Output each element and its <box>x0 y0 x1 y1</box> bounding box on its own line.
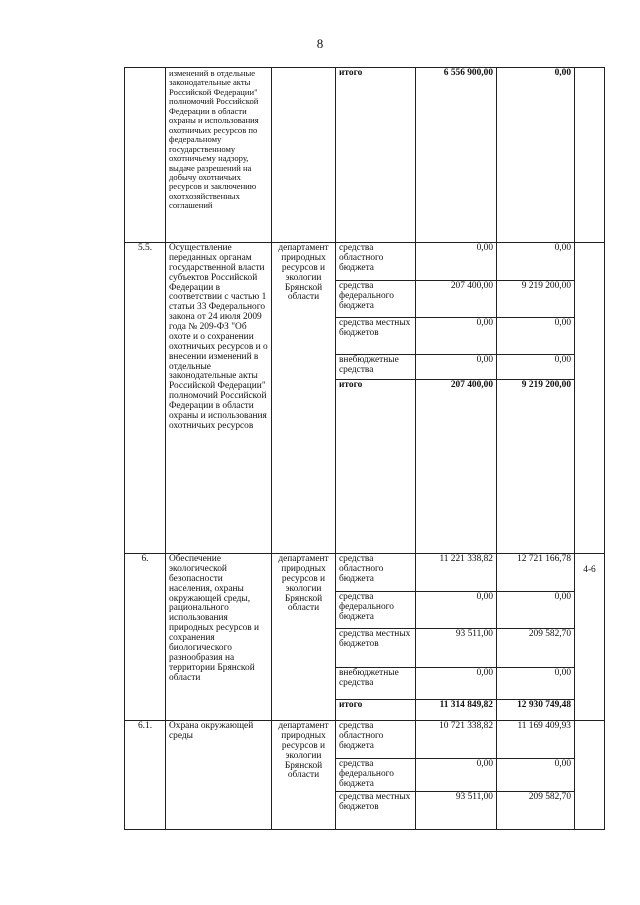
amount-col2: 0,00 <box>497 318 575 355</box>
amount-col2: 0,00 <box>497 68 575 243</box>
amount-col1: 0,00 <box>416 355 497 380</box>
funding-source: внебюджетные средства <box>336 668 416 700</box>
funding-source: средства федерального бюджета <box>336 281 416 318</box>
amount-col1: 10 721 338,82 <box>416 721 497 759</box>
amount-col2: 209 582,70 <box>497 792 575 830</box>
amount-col1: 11 221 338,82 <box>416 554 497 592</box>
amount-col1: 11 314 849,82 <box>416 700 497 721</box>
item-number: 6.1. <box>125 721 166 830</box>
measure-name: Охрана окружающей среды <box>166 721 272 830</box>
funding-source: средства областного бюджета <box>336 721 416 759</box>
measure-name: Обеспечение экологической безопасности населения, охраны окружающей среды, рационального использования природных ресурсов и сохранения биологического разнообразия на территории Брянской области <box>166 554 272 721</box>
amount-col1: 207 400,00 <box>416 380 497 554</box>
indicator-cell <box>575 243 605 554</box>
funding-source: средства федерального бюджета <box>336 592 416 629</box>
funding-source: средства местных бюджетов <box>336 629 416 668</box>
amount-col1: 6 556 900,00 <box>416 68 497 243</box>
measure-name: Осуществление переданных органам государственной власти субъектов Российской Федерации в соответствии с частью 1 статьи 33 Федерального закона от 24 июля 2009 года № 209-ФЗ "Об охоте и о сохранении охотничьих ресурсов и о внесении изменений в отдельные законодательные акты Российской Федерации" полномочий Российской Федерации в области охраны и использования охотничьих ресурсов <box>166 243 272 554</box>
funding-source: средства местных бюджетов <box>336 318 416 355</box>
indicator-cell <box>575 68 605 243</box>
amount-col1: 93 511,00 <box>416 629 497 668</box>
amount-col2: 0,00 <box>497 759 575 792</box>
amount-col2: 11 169 409,93 <box>497 721 575 759</box>
amount-col1: 0,00 <box>416 668 497 700</box>
table-row <box>125 721 605 759</box>
amount-col1: 0,00 <box>416 318 497 355</box>
amount-col2: 0,00 <box>497 668 575 700</box>
executor-cell: департамент природных ресурсов и экологии Брянской области <box>272 243 336 554</box>
amount-col1: 93 511,00 <box>416 792 497 830</box>
amount-col2: 0,00 <box>497 592 575 629</box>
indicator-cell <box>575 721 605 830</box>
executor-cell: департамент природных ресурсов и экологии Брянской области <box>272 554 336 721</box>
executor-cell: департамент природных ресурсов и экологии Брянской области <box>272 721 336 830</box>
funding-source: итого <box>336 68 416 243</box>
funding-source: средства федерального бюджета <box>336 759 416 792</box>
indicator-cell: 4-6 <box>575 554 605 721</box>
amount-col2: 12 930 749,48 <box>497 700 575 721</box>
table-row <box>125 243 605 281</box>
table-row <box>125 68 605 243</box>
page-number: 8 <box>316 36 324 51</box>
amount-col2: 12 721 166,78 <box>497 554 575 592</box>
amount-col1: 0,00 <box>416 243 497 281</box>
amount-col1: 207 400,00 <box>416 281 497 318</box>
amount-col2: 9 219 200,00 <box>497 380 575 554</box>
item-number: 5.5. <box>125 243 166 554</box>
amount-col2: 209 582,70 <box>497 629 575 668</box>
item-number <box>125 68 166 243</box>
funding-source: средства областного бюджета <box>336 243 416 281</box>
item-number: 6. <box>125 554 166 721</box>
executor-cell <box>272 68 336 243</box>
amount-col2: 9 219 200,00 <box>497 281 575 318</box>
table-row <box>125 554 605 592</box>
funding-source: итого <box>336 700 416 721</box>
amount-col1: 0,00 <box>416 759 497 792</box>
funding-source: внебюджетные средства <box>336 355 416 380</box>
budget-table <box>124 67 605 830</box>
funding-source: средства местных бюджетов <box>336 792 416 830</box>
amount-col2: 0,00 <box>497 243 575 281</box>
funding-source: итого <box>336 380 416 554</box>
amount-col1: 0,00 <box>416 592 497 629</box>
measure-name: изменений в отдельные законодательные акты Российской Федерации" полномочий Российской Федерации в области охраны и использования охотничьих ресурсов по федеральному государственному охотничьему надзору, выдаче разрешений на добычу охотничьих ресурсов и заключению охотхозяйственных соглашений <box>166 68 272 243</box>
amount-col2: 0,00 <box>497 355 575 380</box>
funding-source: средства областного бюджета <box>336 554 416 592</box>
